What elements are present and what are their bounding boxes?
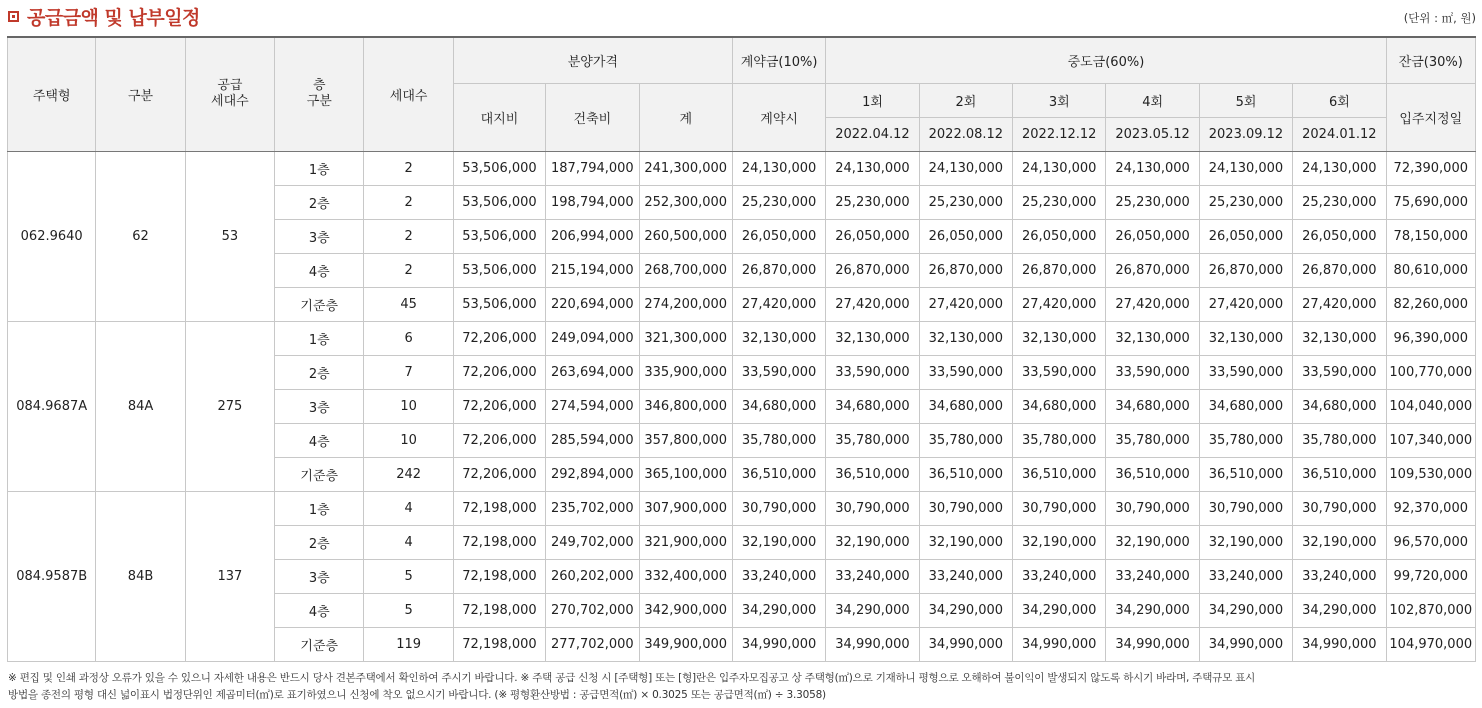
- cell-interim-1: 32,130,000: [826, 321, 919, 355]
- cell-total: 252,300,000: [639, 185, 732, 219]
- cell-land-cost: 53,506,000: [453, 185, 545, 219]
- cell-total: 346,800,000: [639, 389, 732, 423]
- cell-interim-1: 34,680,000: [826, 389, 919, 423]
- page-title-text: 공급금액 및 납부일정: [27, 6, 200, 29]
- cell-interim-2: 27,420,000: [919, 287, 1012, 321]
- cell-households: 5: [364, 593, 453, 627]
- cell-interim-1: 34,990,000: [826, 627, 919, 661]
- cell-total: 349,900,000: [639, 627, 732, 661]
- header-land-cost: 대지비: [453, 83, 545, 151]
- cell-land-cost: 53,506,000: [453, 151, 545, 185]
- header-households: 세대수: [364, 37, 453, 151]
- cell-interim-3: 36,510,000: [1013, 457, 1106, 491]
- cell-balance: 80,610,000: [1386, 253, 1475, 287]
- cell-interim-1: 30,790,000: [826, 491, 919, 525]
- header-round-3: 3회: [1013, 83, 1106, 117]
- cell-interim-2: 30,790,000: [919, 491, 1012, 525]
- page-title: [8, 3, 200, 29]
- cell-households: 6: [364, 321, 453, 355]
- cell-floor: 1층: [275, 151, 364, 185]
- cell-interim-6: 35,780,000: [1293, 423, 1386, 457]
- cell-households: 4: [364, 525, 453, 559]
- cell-division: 84B: [96, 491, 185, 661]
- cell-interim-2: 26,050,000: [919, 219, 1012, 253]
- cell-total: 365,100,000: [639, 457, 732, 491]
- cell-interim-4: 35,780,000: [1106, 423, 1199, 457]
- header-building-cost: 건축비: [546, 83, 639, 151]
- cell-interim-5: 32,130,000: [1199, 321, 1292, 355]
- cell-building-cost: 187,794,000: [546, 151, 639, 185]
- cell-interim-4: 26,870,000: [1106, 253, 1199, 287]
- cell-deposit: 33,590,000: [732, 355, 825, 389]
- cell-interim-4: 32,130,000: [1106, 321, 1199, 355]
- cell-interim-4: 30,790,000: [1106, 491, 1199, 525]
- cell-land-cost: 72,198,000: [453, 627, 545, 661]
- cell-balance: 72,390,000: [1386, 151, 1475, 185]
- cell-households: 242: [364, 457, 453, 491]
- cell-balance: 75,690,000: [1386, 185, 1475, 219]
- cell-interim-6: 34,290,000: [1293, 593, 1386, 627]
- cell-balance: 109,530,000: [1386, 457, 1475, 491]
- cell-total: 260,500,000: [639, 219, 732, 253]
- cell-households: 119: [364, 627, 453, 661]
- unit-label: (단위 : ㎡, 원): [1403, 11, 1476, 25]
- cell-interim-2: 34,990,000: [919, 627, 1012, 661]
- cell-balance: 104,970,000: [1386, 627, 1475, 661]
- cell-interim-1: 24,130,000: [826, 151, 919, 185]
- cell-interim-3: 26,050,000: [1013, 219, 1106, 253]
- cell-floor: 3층: [275, 559, 364, 593]
- cell-deposit: 30,790,000: [732, 491, 825, 525]
- cell-interim-4: 26,050,000: [1106, 219, 1199, 253]
- cell-households: 2: [364, 151, 453, 185]
- cell-interim-6: 34,680,000: [1293, 389, 1386, 423]
- header-round-5: 5회: [1199, 83, 1292, 117]
- cell-interim-6: 24,130,000: [1293, 151, 1386, 185]
- header-round-1: 1회: [826, 83, 919, 117]
- cell-land-cost: 72,206,000: [453, 389, 545, 423]
- cell-interim-3: 24,130,000: [1013, 151, 1106, 185]
- cell-floor: 4층: [275, 423, 364, 457]
- cell-floor: 3층: [275, 389, 364, 423]
- table-row: [8, 321, 1476, 355]
- header-on-contract: 계약시: [732, 83, 825, 151]
- cell-total: 332,400,000: [639, 559, 732, 593]
- cell-interim-1: 33,240,000: [826, 559, 919, 593]
- cell-interim-4: 34,990,000: [1106, 627, 1199, 661]
- cell-interim-6: 30,790,000: [1293, 491, 1386, 525]
- cell-building-cost: 220,694,000: [546, 287, 639, 321]
- cell-deposit: 35,780,000: [732, 423, 825, 457]
- cell-interim-5: 26,050,000: [1199, 219, 1292, 253]
- cell-balance: 92,370,000: [1386, 491, 1475, 525]
- cell-division: 84A: [96, 321, 185, 491]
- cell-balance: 102,870,000: [1386, 593, 1475, 627]
- header-date-3: 2022.12.12: [1013, 117, 1106, 151]
- cell-interim-1: 35,780,000: [826, 423, 919, 457]
- cell-interim-1: 32,190,000: [826, 525, 919, 559]
- cell-deposit: 26,870,000: [732, 253, 825, 287]
- cell-interim-1: 26,870,000: [826, 253, 919, 287]
- cell-deposit: 34,990,000: [732, 627, 825, 661]
- header-sale-price: 분양가격: [453, 37, 732, 83]
- cell-total: 274,200,000: [639, 287, 732, 321]
- cell-interim-6: 33,240,000: [1293, 559, 1386, 593]
- cell-house-type: 062.9640: [8, 151, 96, 321]
- header-round-2: 2회: [919, 83, 1012, 117]
- header-house-type: 주택형: [8, 37, 96, 151]
- cell-floor: 4층: [275, 253, 364, 287]
- table-row: [8, 151, 1476, 185]
- cell-land-cost: 53,506,000: [453, 287, 545, 321]
- header-deposit: 계약금(10%): [732, 37, 825, 83]
- cell-interim-6: 27,420,000: [1293, 287, 1386, 321]
- square-bullet-icon: [8, 11, 19, 22]
- table-row: [8, 491, 1476, 525]
- cell-balance: 96,390,000: [1386, 321, 1475, 355]
- cell-interim-4: 33,590,000: [1106, 355, 1199, 389]
- header-date-5: 2023.09.12: [1199, 117, 1292, 151]
- cell-floor: 4층: [275, 593, 364, 627]
- cell-floor: 1층: [275, 491, 364, 525]
- cell-interim-5: 25,230,000: [1199, 185, 1292, 219]
- cell-interim-3: 30,790,000: [1013, 491, 1106, 525]
- cell-total: 335,900,000: [639, 355, 732, 389]
- cell-floor: 기준층: [275, 287, 364, 321]
- header-floor-division: 층 구분: [275, 37, 364, 151]
- cell-interim-2: 34,680,000: [919, 389, 1012, 423]
- cell-total: 241,300,000: [639, 151, 732, 185]
- cell-interim-2: 33,240,000: [919, 559, 1012, 593]
- cell-supply-units: 137: [185, 491, 274, 661]
- cell-interim-6: 25,230,000: [1293, 185, 1386, 219]
- cell-deposit: 33,240,000: [732, 559, 825, 593]
- cell-floor: 2층: [275, 185, 364, 219]
- cell-interim-2: 32,190,000: [919, 525, 1012, 559]
- cell-households: 2: [364, 219, 453, 253]
- cell-building-cost: 274,594,000: [546, 389, 639, 423]
- cell-households: 10: [364, 389, 453, 423]
- cell-interim-5: 35,780,000: [1199, 423, 1292, 457]
- cell-building-cost: 249,702,000: [546, 525, 639, 559]
- cell-land-cost: 72,206,000: [453, 423, 545, 457]
- cell-total: 357,800,000: [639, 423, 732, 457]
- cell-households: 2: [364, 185, 453, 219]
- cell-floor: 기준층: [275, 627, 364, 661]
- cell-deposit: 36,510,000: [732, 457, 825, 491]
- cell-building-cost: 215,194,000: [546, 253, 639, 287]
- header-round-6: 6회: [1293, 83, 1386, 117]
- cell-total: 321,900,000: [639, 525, 732, 559]
- cell-interim-1: 25,230,000: [826, 185, 919, 219]
- cell-house-type: 084.9687A: [8, 321, 96, 491]
- cell-interim-3: 35,780,000: [1013, 423, 1106, 457]
- cell-interim-1: 26,050,000: [826, 219, 919, 253]
- cell-balance: 82,260,000: [1386, 287, 1475, 321]
- cell-households: 45: [364, 287, 453, 321]
- cell-interim-3: 33,240,000: [1013, 559, 1106, 593]
- cell-total: 321,300,000: [639, 321, 732, 355]
- cell-interim-6: 33,590,000: [1293, 355, 1386, 389]
- cell-land-cost: 72,198,000: [453, 525, 545, 559]
- header-interim: 중도금(60%): [826, 37, 1386, 83]
- cell-house-type: 084.9587B: [8, 491, 96, 661]
- cell-land-cost: 72,206,000: [453, 321, 545, 355]
- cell-interim-2: 36,510,000: [919, 457, 1012, 491]
- cell-interim-4: 36,510,000: [1106, 457, 1199, 491]
- cell-deposit: 34,290,000: [732, 593, 825, 627]
- cell-interim-4: 27,420,000: [1106, 287, 1199, 321]
- cell-building-cost: 235,702,000: [546, 491, 639, 525]
- cell-interim-4: 33,240,000: [1106, 559, 1199, 593]
- cell-floor: 기준층: [275, 457, 364, 491]
- cell-deposit: 34,680,000: [732, 389, 825, 423]
- cell-interim-4: 34,290,000: [1106, 593, 1199, 627]
- cell-interim-1: 36,510,000: [826, 457, 919, 491]
- header-division: 구분: [96, 37, 185, 151]
- cell-interim-3: 33,590,000: [1013, 355, 1106, 389]
- cell-interim-5: 24,130,000: [1199, 151, 1292, 185]
- cell-building-cost: 206,994,000: [546, 219, 639, 253]
- cell-floor: 2층: [275, 355, 364, 389]
- cell-division: 62: [96, 151, 185, 321]
- cell-interim-3: 32,130,000: [1013, 321, 1106, 355]
- cell-land-cost: 72,206,000: [453, 457, 545, 491]
- cell-building-cost: 292,894,000: [546, 457, 639, 491]
- cell-supply-units: 275: [185, 321, 274, 491]
- cell-interim-5: 32,190,000: [1199, 525, 1292, 559]
- header-move-in: 입주지정일: [1386, 83, 1475, 151]
- cell-balance: 100,770,000: [1386, 355, 1475, 389]
- cell-building-cost: 249,094,000: [546, 321, 639, 355]
- cell-deposit: 25,230,000: [732, 185, 825, 219]
- cell-total: 342,900,000: [639, 593, 732, 627]
- cell-interim-1: 33,590,000: [826, 355, 919, 389]
- cell-floor: 3층: [275, 219, 364, 253]
- footnote: [8, 670, 1476, 704]
- header-date-2: 2022.08.12: [919, 117, 1012, 151]
- cell-land-cost: 72,206,000: [453, 355, 545, 389]
- cell-interim-6: 34,990,000: [1293, 627, 1386, 661]
- cell-building-cost: 285,594,000: [546, 423, 639, 457]
- cell-deposit: 27,420,000: [732, 287, 825, 321]
- cell-building-cost: 198,794,000: [546, 185, 639, 219]
- cell-interim-4: 32,190,000: [1106, 525, 1199, 559]
- footnote-line-1: ※ 편집 및 인쇄 과정상 오류가 있을 수 있으니 자세한 내용은 반드시 당사 견본주택에서 확인하여 주시기 바랍니다. ※ 주택 공급 신청 시 [주택형] 또는 [형]란은 입주자모집공고 상 주택형(㎡)으로 기재하니 평형으로 오해하여 불이익이 발생되지 않도록 하시기 바라며, 주택규모 표시: [8, 672, 1256, 684]
- cell-interim-5: 33,590,000: [1199, 355, 1292, 389]
- cell-households: 4: [364, 491, 453, 525]
- cell-land-cost: 72,198,000: [453, 593, 545, 627]
- cell-interim-5: 26,870,000: [1199, 253, 1292, 287]
- cell-interim-5: 33,240,000: [1199, 559, 1292, 593]
- cell-balance: 96,570,000: [1386, 525, 1475, 559]
- cell-floor: 2층: [275, 525, 364, 559]
- cell-interim-3: 34,290,000: [1013, 593, 1106, 627]
- cell-interim-6: 26,870,000: [1293, 253, 1386, 287]
- cell-interim-6: 36,510,000: [1293, 457, 1386, 491]
- cell-deposit: 24,130,000: [732, 151, 825, 185]
- cell-interim-5: 36,510,000: [1199, 457, 1292, 491]
- cell-land-cost: 72,198,000: [453, 559, 545, 593]
- cell-land-cost: 72,198,000: [453, 491, 545, 525]
- cell-interim-3: 27,420,000: [1013, 287, 1106, 321]
- cell-interim-3: 34,680,000: [1013, 389, 1106, 423]
- header-date-1: 2022.04.12: [826, 117, 919, 151]
- cell-interim-4: 24,130,000: [1106, 151, 1199, 185]
- cell-interim-3: 34,990,000: [1013, 627, 1106, 661]
- cell-interim-6: 32,130,000: [1293, 321, 1386, 355]
- cell-interim-2: 32,130,000: [919, 321, 1012, 355]
- cell-interim-5: 34,990,000: [1199, 627, 1292, 661]
- price-schedule-table: [7, 36, 1476, 662]
- cell-interim-2: 33,590,000: [919, 355, 1012, 389]
- cell-deposit: 32,130,000: [732, 321, 825, 355]
- cell-balance: 107,340,000: [1386, 423, 1475, 457]
- cell-interim-5: 30,790,000: [1199, 491, 1292, 525]
- cell-households: 5: [364, 559, 453, 593]
- cell-interim-2: 25,230,000: [919, 185, 1012, 219]
- cell-interim-2: 24,130,000: [919, 151, 1012, 185]
- cell-interim-1: 34,290,000: [826, 593, 919, 627]
- cell-households: 2: [364, 253, 453, 287]
- cell-deposit: 32,190,000: [732, 525, 825, 559]
- header-date-4: 2023.05.12: [1106, 117, 1199, 151]
- cell-interim-4: 25,230,000: [1106, 185, 1199, 219]
- footnote-line-2: 방법을 종전의 평형 대신 넓이표시 법정단위인 제곱미터(㎡)로 표기하였으니 신청에 착오 없으시기 바랍니다. (※ 평형환산방법 : 공급면적(㎡) × 0.3025 또는 공급면적(㎡) ÷ 3.3058): [8, 689, 826, 701]
- cell-balance: 104,040,000: [1386, 389, 1475, 423]
- cell-building-cost: 260,202,000: [546, 559, 639, 593]
- cell-balance: 99,720,000: [1386, 559, 1475, 593]
- cell-total: 307,900,000: [639, 491, 732, 525]
- header-balance: 잔금(30%): [1386, 37, 1475, 83]
- cell-interim-5: 34,290,000: [1199, 593, 1292, 627]
- cell-floor: 1층: [275, 321, 364, 355]
- cell-building-cost: 270,702,000: [546, 593, 639, 627]
- cell-households: 7: [364, 355, 453, 389]
- cell-supply-units: 53: [185, 151, 274, 321]
- cell-interim-5: 27,420,000: [1199, 287, 1292, 321]
- table-body: [8, 151, 1476, 661]
- cell-deposit: 26,050,000: [732, 219, 825, 253]
- cell-interim-6: 26,050,000: [1293, 219, 1386, 253]
- header-supply-units: 공급 세대수: [185, 37, 274, 151]
- cell-building-cost: 277,702,000: [546, 627, 639, 661]
- cell-total: 268,700,000: [639, 253, 732, 287]
- table-header: [8, 37, 1476, 151]
- cell-interim-6: 32,190,000: [1293, 525, 1386, 559]
- cell-interim-2: 35,780,000: [919, 423, 1012, 457]
- cell-interim-3: 26,870,000: [1013, 253, 1106, 287]
- header-total: 계: [639, 83, 732, 151]
- cell-interim-3: 32,190,000: [1013, 525, 1106, 559]
- cell-interim-4: 34,680,000: [1106, 389, 1199, 423]
- cell-land-cost: 53,506,000: [453, 219, 545, 253]
- cell-interim-2: 26,870,000: [919, 253, 1012, 287]
- cell-households: 10: [364, 423, 453, 457]
- cell-interim-3: 25,230,000: [1013, 185, 1106, 219]
- cell-interim-5: 34,680,000: [1199, 389, 1292, 423]
- cell-land-cost: 53,506,000: [453, 253, 545, 287]
- header-date-6: 2024.01.12: [1293, 117, 1386, 151]
- cell-interim-1: 27,420,000: [826, 287, 919, 321]
- cell-balance: 78,150,000: [1386, 219, 1475, 253]
- cell-building-cost: 263,694,000: [546, 355, 639, 389]
- cell-interim-2: 34,290,000: [919, 593, 1012, 627]
- header-round-4: 4회: [1106, 83, 1199, 117]
